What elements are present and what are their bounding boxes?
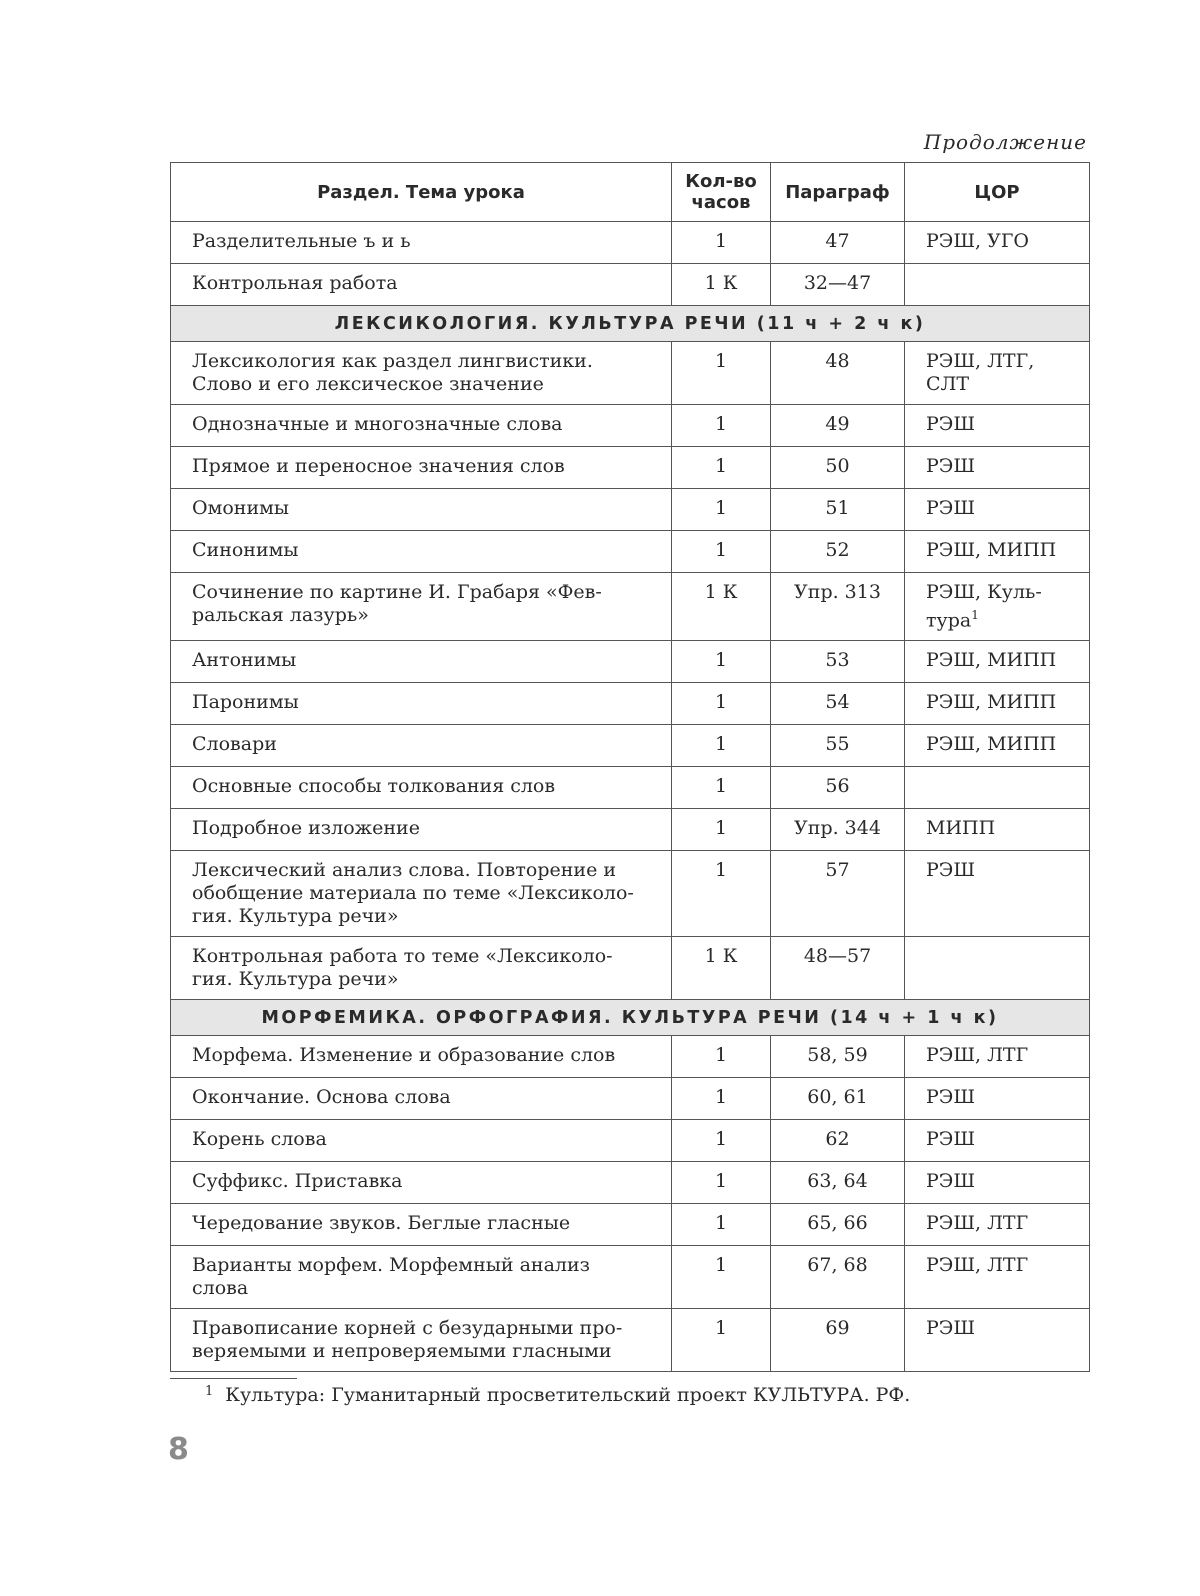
cor-cell: РЭШ: [905, 405, 1090, 447]
paragraph-cell: 65, 66: [771, 1204, 905, 1246]
topic-cell: [171, 573, 672, 641]
table-row: [171, 1204, 1090, 1246]
header-hours-line2: часов: [691, 192, 751, 213]
section-title: МОРФЕМИКА. ОРФОГРАФИЯ. КУЛЬТУРА РЕЧИ (14 ч + 1 ч к): [171, 1000, 1090, 1036]
table-row: [171, 1078, 1090, 1120]
table-row: [171, 937, 1090, 1000]
table-row: [171, 1162, 1090, 1204]
topic-line: Сочинение по картине И. Грабаря «Фев-: [192, 581, 602, 603]
hours-cell: 1 К: [672, 937, 771, 1000]
header-topic: Раздел. Тема урока: [171, 163, 672, 222]
table-row: [171, 1036, 1090, 1078]
topic-line: Слово и его лексическое значение: [192, 373, 544, 395]
table-row: [171, 405, 1090, 447]
topic-line: Варианты морфем. Морфемный анализ: [192, 1254, 590, 1277]
topic-cell: [171, 1120, 672, 1162]
topic-line: Однозначные и многозначные слова: [192, 413, 563, 435]
cor-cell: РЭШ: [905, 1309, 1090, 1372]
cor-cell: РЭШ, МИПП: [905, 641, 1090, 683]
paragraph-cell: Упр. 313: [771, 573, 905, 641]
cor-cell: [905, 767, 1090, 809]
topic-line: Чередование звуков. Беглые гласные: [192, 1212, 571, 1235]
table-row: [171, 489, 1090, 531]
topic-line: Омонимы: [192, 497, 290, 519]
lesson-plan-table: [170, 162, 1090, 1372]
table-row: [171, 1309, 1090, 1372]
topic-cell: [171, 447, 672, 489]
table-row: [171, 809, 1090, 851]
topic-line: Контрольная работа то теме «Лексиколо-: [192, 945, 613, 968]
cor-cell: [905, 937, 1090, 1000]
footnote-text: Культура: Гуманитарный просветительский проект КУЛЬТУРА. РФ.: [225, 1384, 911, 1406]
topic-cell: [171, 809, 672, 851]
topic-cell: [171, 725, 672, 767]
paragraph-cell: 67, 68: [771, 1246, 905, 1309]
hours-cell: 1: [672, 641, 771, 683]
topic-line: Синонимы: [192, 539, 299, 561]
section-title: ЛЕКСИКОЛОГИЯ. КУЛЬТУРА РЕЧИ (11 ч + 2 ч к): [171, 306, 1090, 342]
topic-cell: [171, 222, 672, 264]
table-header-row: [171, 163, 1090, 222]
paragraph-cell: Упр. 344: [771, 809, 905, 851]
hours-cell: 1: [672, 767, 771, 809]
hours-cell: 1: [672, 222, 771, 264]
continuation-label: Продолжение: [923, 130, 1087, 154]
cor-cell: РЭШ, УГО: [905, 222, 1090, 264]
paragraph-cell: 69: [771, 1309, 905, 1372]
paragraph-cell: 58, 59: [771, 1036, 905, 1078]
table-row: [171, 767, 1090, 809]
cor-cell: [905, 573, 1090, 641]
cor-cell: РЭШ, ЛТГ: [905, 1204, 1090, 1246]
table-row: [171, 342, 1090, 405]
hours-cell: 1: [672, 342, 771, 405]
topic-line: ральская лазурь»: [192, 604, 369, 626]
header-hours-line1: Кол-во: [685, 171, 757, 192]
topic-cell: [171, 1036, 672, 1078]
table-row: [171, 1120, 1090, 1162]
topic-line: Прямое и переносное значения слов: [192, 455, 565, 477]
hours-cell: 1: [672, 725, 771, 767]
cor-cell: [905, 264, 1090, 306]
cor-cell: [905, 342, 1090, 405]
paragraph-cell: 52: [771, 531, 905, 573]
cor-line: тура: [926, 609, 972, 632]
table-row: [171, 1246, 1090, 1309]
topic-line: Лексический анализ слова. Повторение и: [192, 859, 617, 882]
hours-cell: 1 К: [672, 264, 771, 306]
topic-line: веряемыми и непроверяемыми гласными: [192, 1340, 612, 1363]
topic-cell: [171, 641, 672, 683]
topic-line: слова: [192, 1277, 249, 1300]
topic-cell: [171, 1162, 672, 1204]
cor-cell: МИПП: [905, 809, 1090, 851]
hours-cell: 1: [672, 1162, 771, 1204]
table-row: [171, 851, 1090, 937]
topic-line: Контрольная работа: [192, 272, 398, 294]
paragraph-cell: 51: [771, 489, 905, 531]
hours-cell: 1: [672, 851, 771, 937]
topic-cell: [171, 851, 672, 937]
paragraph-cell: 62: [771, 1120, 905, 1162]
topic-cell: [171, 405, 672, 447]
table-row: [171, 725, 1090, 767]
cor-cell: РЭШ, ЛТГ: [905, 1246, 1090, 1309]
section-header-row: [171, 1000, 1090, 1036]
cor-cell: РЭШ: [905, 1120, 1090, 1162]
topic-cell: [171, 767, 672, 809]
topic-line: Основные способы толкования слов: [192, 775, 556, 798]
paragraph-cell: 53: [771, 641, 905, 683]
hours-cell: 1 К: [672, 573, 771, 641]
table-row: [171, 264, 1090, 306]
topic-line: Морфема. Изменение и образование слов: [192, 1044, 616, 1067]
hours-cell: 1: [672, 1309, 771, 1372]
paragraph-cell: 60, 61: [771, 1078, 905, 1120]
cor-cell: РЭШ, МИПП: [905, 725, 1090, 767]
topic-cell: [171, 489, 672, 531]
header-hours: [672, 163, 771, 222]
cor-cell: РЭШ: [905, 447, 1090, 489]
table-row: [171, 531, 1090, 573]
header-paragraph: Параграф: [771, 163, 905, 222]
page-number: 8: [168, 1432, 189, 1467]
topic-cell: [171, 683, 672, 725]
hours-cell: 1: [672, 489, 771, 531]
table-row: [171, 683, 1090, 725]
paragraph-cell: 48: [771, 342, 905, 405]
cor-cell: РЭШ: [905, 489, 1090, 531]
topic-line: Корень слова: [192, 1128, 327, 1151]
paragraph-cell: 55: [771, 725, 905, 767]
topic-cell: [171, 937, 672, 1000]
paragraph-cell: 57: [771, 851, 905, 937]
table-row: [171, 222, 1090, 264]
topic-line: Словари: [192, 733, 277, 756]
header-cor: ЦОР: [905, 163, 1090, 222]
hours-cell: 1: [672, 809, 771, 851]
table-row: [171, 641, 1090, 683]
topic-cell: [171, 531, 672, 573]
topic-cell: [171, 1204, 672, 1246]
hours-cell: 1: [672, 1078, 771, 1120]
cor-line: СЛТ: [926, 373, 970, 395]
topic-cell: [171, 264, 672, 306]
cor-cell: РЭШ: [905, 1162, 1090, 1204]
paragraph-cell: 63, 64: [771, 1162, 905, 1204]
topic-line: Лексикология как раздел лингвистики.: [192, 350, 593, 372]
hours-cell: 1: [672, 405, 771, 447]
hours-cell: 1: [672, 1036, 771, 1078]
cor-cell: РЭШ: [905, 1078, 1090, 1120]
paragraph-cell: 49: [771, 405, 905, 447]
hours-cell: 1: [672, 1246, 771, 1309]
topic-line: Правописание корней с безударными про-: [192, 1317, 623, 1340]
paragraph-cell: 47: [771, 222, 905, 264]
topic-cell: [171, 1078, 672, 1120]
paragraph-cell: 32—47: [771, 264, 905, 306]
hours-cell: 1: [672, 531, 771, 573]
topic-cell: [171, 342, 672, 405]
topic-line: обобщение материала по теме «Лексиколо-: [192, 882, 634, 905]
paragraph-cell: 50: [771, 447, 905, 489]
cor-cell: РЭШ, МИПП: [905, 683, 1090, 725]
topic-line: Антонимы: [192, 649, 297, 672]
hours-cell: 1: [672, 447, 771, 489]
topic-line: Разделительные ъ и ь: [192, 230, 411, 252]
paragraph-cell: 48—57: [771, 937, 905, 1000]
cor-cell: РЭШ, ЛТГ: [905, 1036, 1090, 1078]
topic-line: Окончание. Основа слова: [192, 1086, 451, 1109]
table-row: [171, 447, 1090, 489]
topic-cell: [171, 1246, 672, 1309]
hours-cell: 1: [672, 1120, 771, 1162]
section-header-row: [171, 306, 1090, 342]
footnote-number: 1: [205, 1384, 214, 1399]
footnote-divider: [170, 1378, 297, 1379]
footnote: [205, 1384, 910, 1406]
cor-cell: РЭШ, МИПП: [905, 531, 1090, 573]
table-row: [171, 573, 1090, 641]
paragraph-cell: 56: [771, 767, 905, 809]
hours-cell: 1: [672, 683, 771, 725]
cor-line: РЭШ, Куль-: [926, 581, 1042, 603]
cor-cell: РЭШ: [905, 851, 1090, 937]
footnote-marker: 1: [971, 608, 979, 622]
topic-line: Суффикс. Приставка: [192, 1170, 403, 1193]
topic-line: Паронимы: [192, 691, 299, 714]
topic-line: гия. Культура речи»: [192, 968, 399, 991]
topic-cell: [171, 1309, 672, 1372]
topic-line: Подробное изложение: [192, 817, 420, 840]
cor-line: РЭШ, ЛТГ,: [926, 350, 1035, 372]
paragraph-cell: 54: [771, 683, 905, 725]
hours-cell: 1: [672, 1204, 771, 1246]
topic-line: гия. Культура речи»: [192, 905, 399, 928]
